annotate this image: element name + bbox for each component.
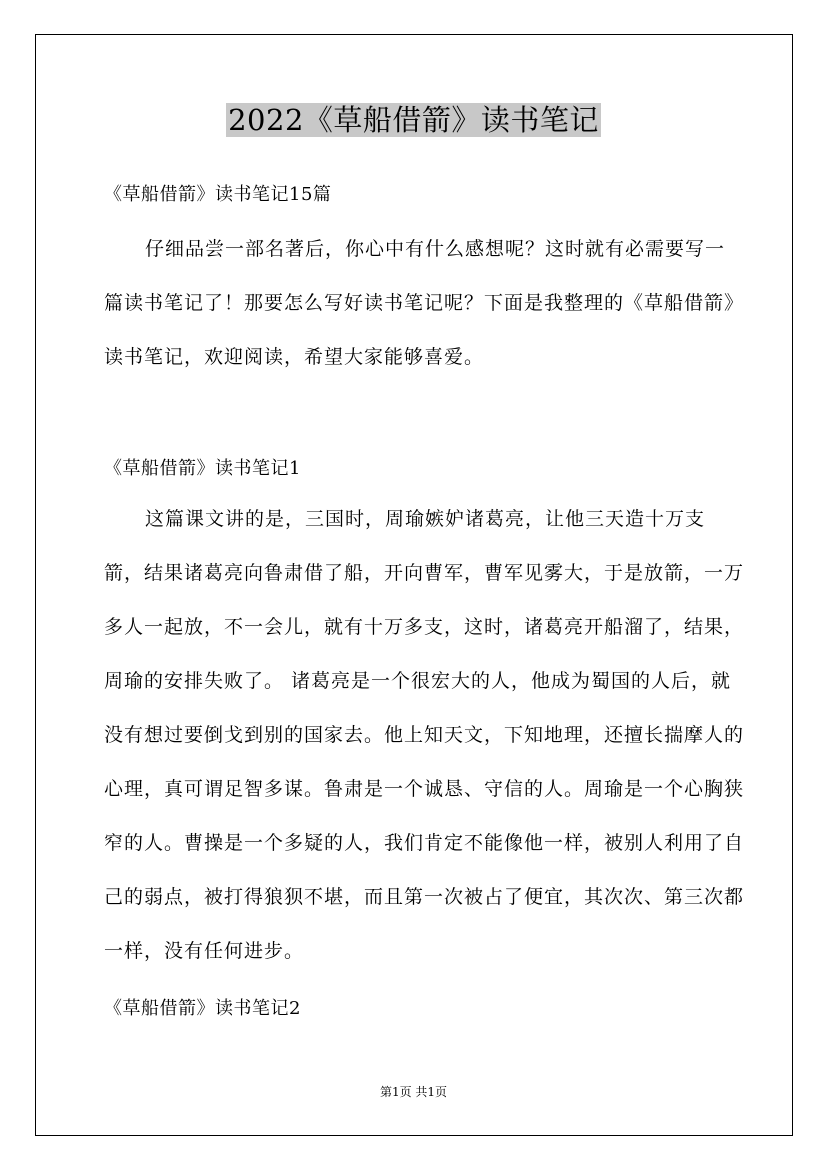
document-title: 2022《草船借箭》读书笔记	[228, 103, 599, 137]
page-footer: 第1页 共1页	[379, 1085, 448, 1099]
section2-heading: 《草船借箭》读书笔记2	[104, 998, 301, 1019]
document-subtitle: 《草船借箭》读书笔记15篇	[104, 184, 332, 205]
document-title-container	[0, 98, 827, 139]
section1-heading: 《草船借箭》读书笔记1	[104, 458, 301, 479]
section1-body: 这篇课文讲的是，三国时，周瑜嫉妒诸葛亮，让他三天造十万支箭，结果诸葛亮向鲁肃借了船，开向曹军，曹军见雾大，于是放箭，一万多人一起放，不一会儿，就有十万多支，这时，诸葛亮开船溜了，结果，周瑜的安排失败了。 诸葛亮是一个很宏大的人，他成为蜀国的人后，就没有想过要倒戈到别的国家去。他上知天文，下知地理，还擅长揣摩人的心理，真可谓足智多谋。鲁肃是一个诚恳、守信的人。周瑜是一个心胸狭窄的人。曹操是一个多疑的人，我们肯定不能像他一样，被别人利用了自己的弱点，被打得狼狈不堪，而且第一次被占了便宜，其次次、第三次都一样，没有任何进步。	[104, 508, 745, 962]
intro-paragraph: 仔细品尝一部名著后，你心中有什么感想呢？这时就有必需要写一篇读书笔记了！那要怎么写好读书笔记呢？下面是我整理的《草船借箭》读书笔记，欢迎阅读，希望大家能够喜爱。	[104, 238, 745, 368]
